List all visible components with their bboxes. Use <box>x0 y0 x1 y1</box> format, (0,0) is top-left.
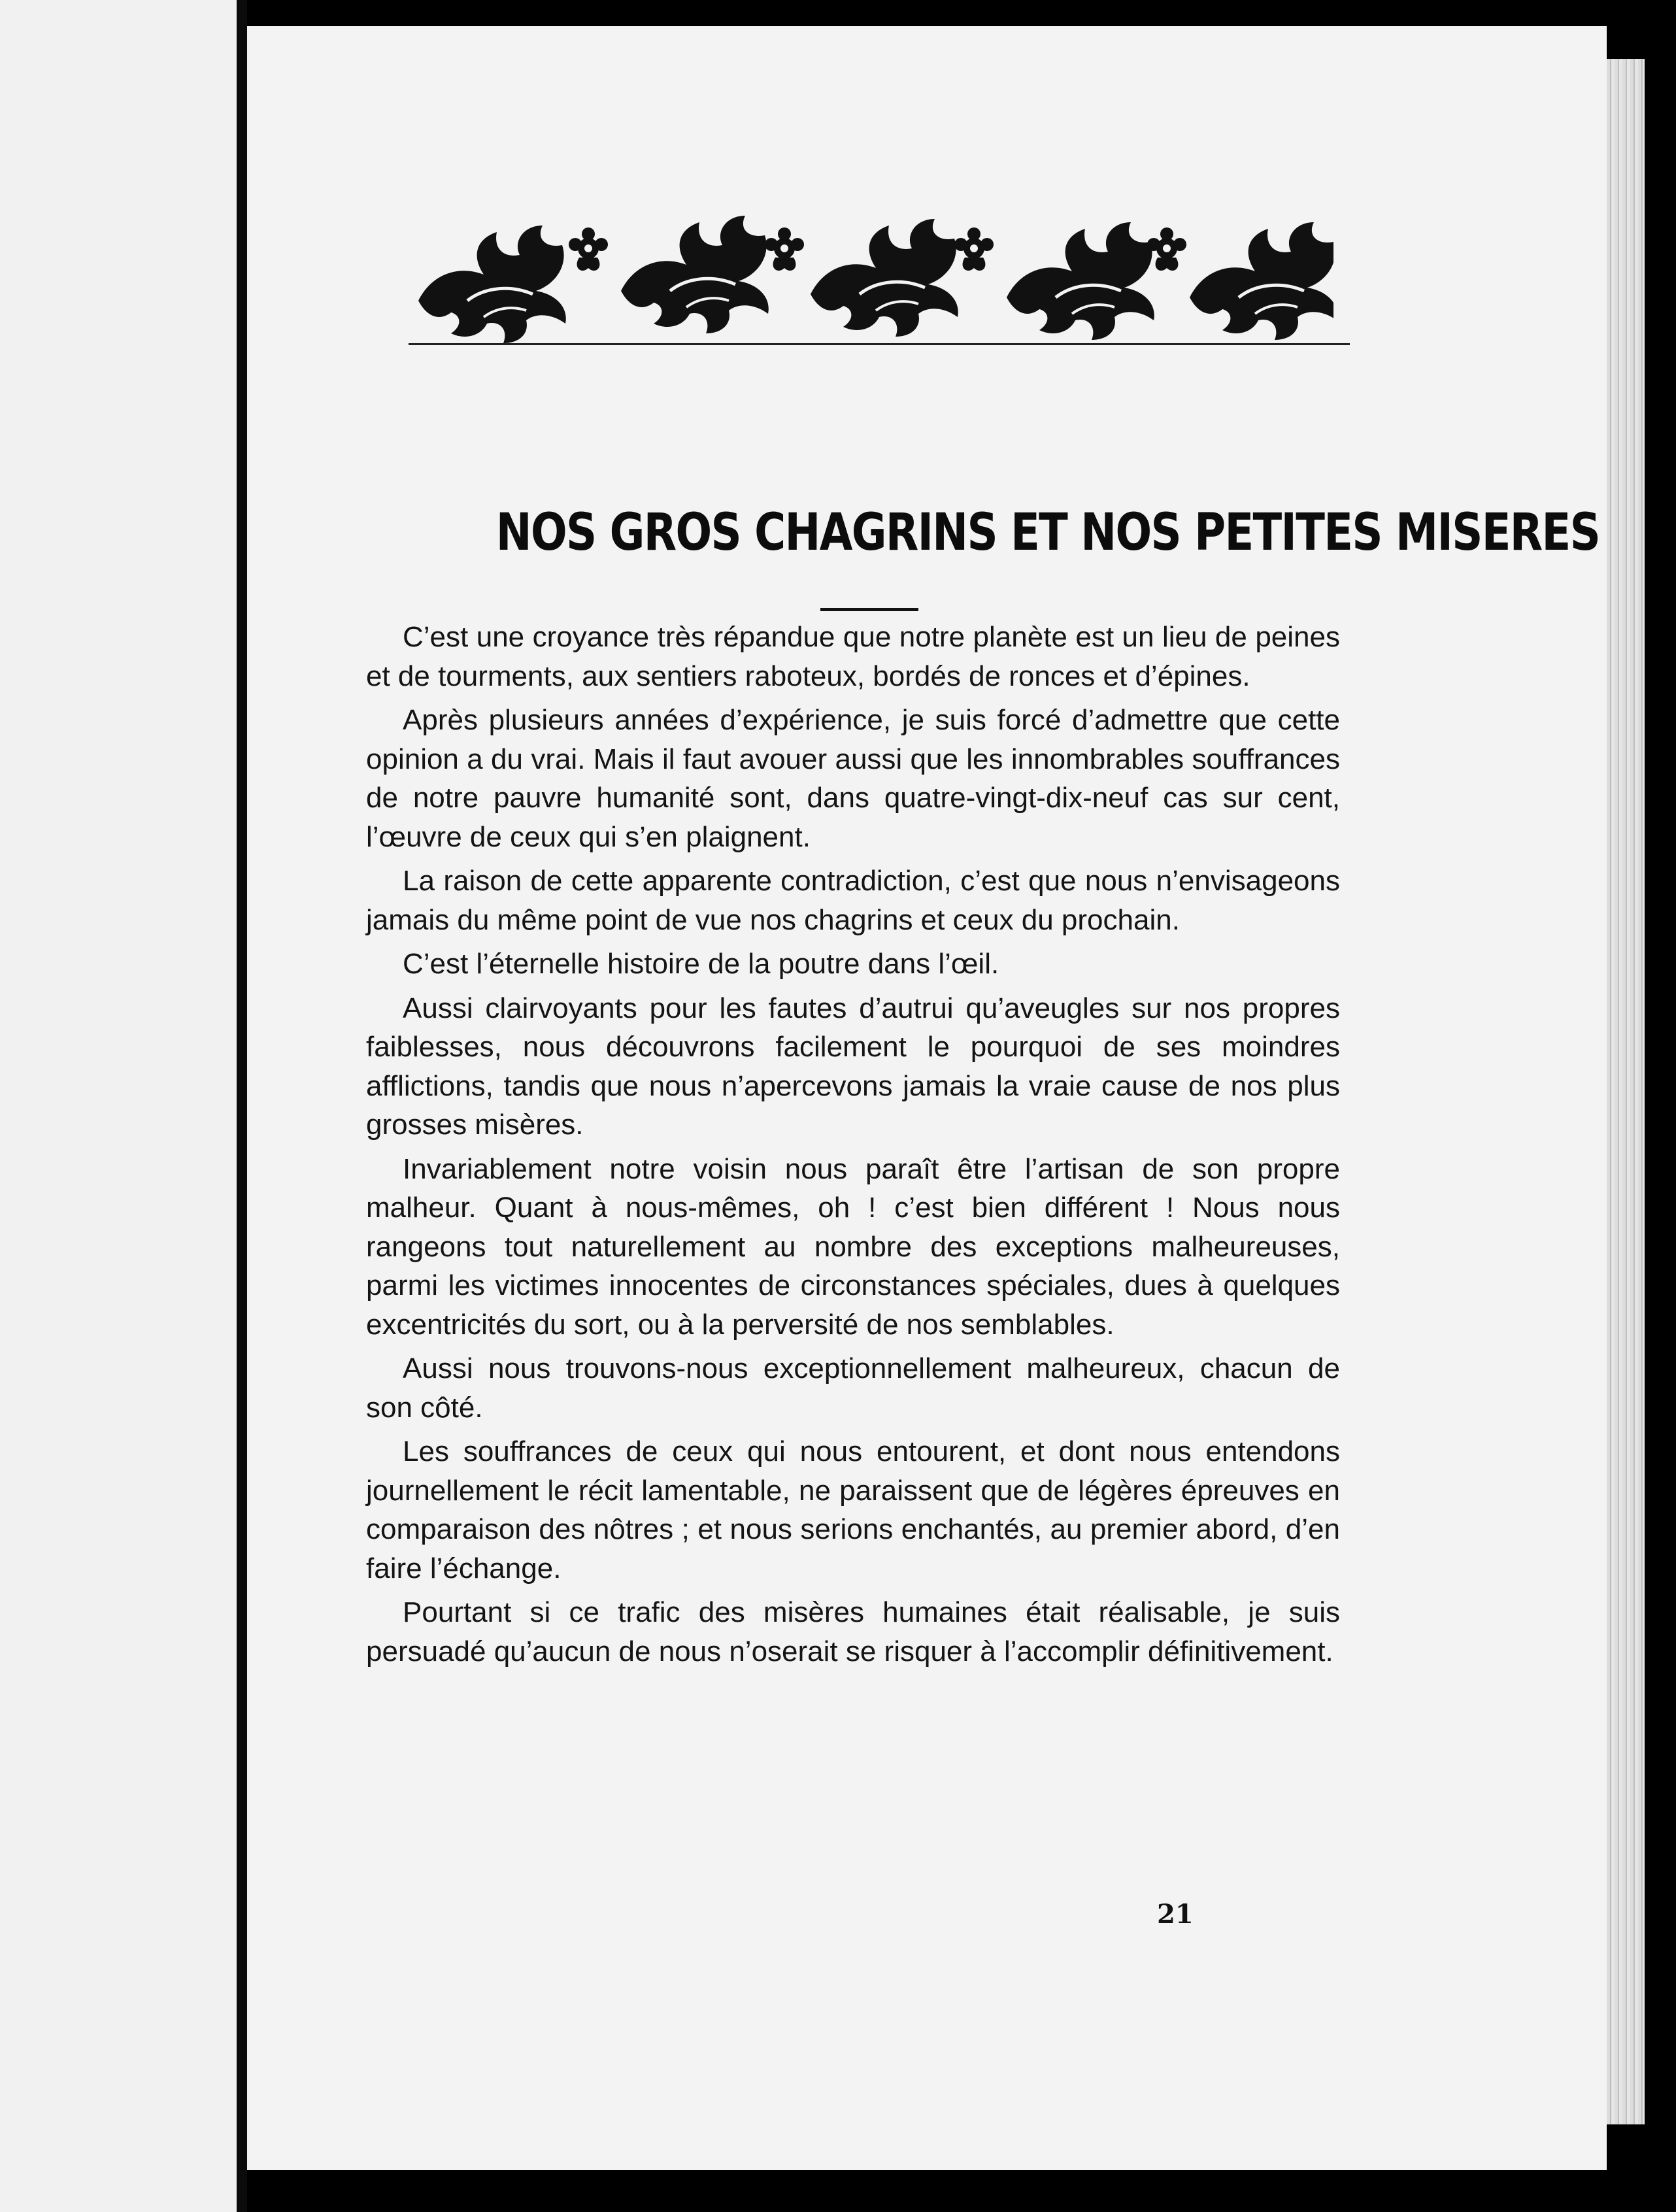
paragraph: C’est une croyance très répandue que notre planète est un lieu de peines et de tourments, aux sentiers raboteux, bordés de ronces et d’épines. <box>366 621 1340 692</box>
ornament-underline <box>409 343 1350 345</box>
book-gutter <box>237 0 247 2212</box>
paragraph: C’est l’éternelle histoire de la poutre dans l’œil. <box>403 948 999 980</box>
paragraph: Pourtant si ce trafic des misères humaines était réalisable, je suis persuadé qu’aucun de nous n’oserait se risquer à l’accomplir définitivement. <box>366 1596 1340 1667</box>
chapter-body <box>366 618 1340 1676</box>
paragraph: Aussi clairvoyants pour les fautes d’autrui qu’aveugles sur nos propres faiblesses, nous découvrons facilement le pourquoi de ses moindres afflictions, tandis que nous n’apercevons jamais la vraie cause de nos plus grosses misères. <box>366 992 1340 1141</box>
chapter-title: NOS GROS CHAGRINS ET NOS PETITES MISERES <box>495 503 1600 562</box>
page-number: 21 <box>1157 1899 1194 1930</box>
title-divider <box>820 608 918 611</box>
paragraph: Après plusieurs années d’expérience, je suis forcé d’admettre que cette opinion a du vrai. Mais il faut avouer aussi que les innombrables souffrances de notre pauvre humanité sont, dans quatre-vingt-dix-neuf cas sur cent, l’œuvre de ceux qui s’en plaignent. <box>366 704 1340 853</box>
paragraph: Aussi nous trouvons-nous exceptionnellement malheureux, chacun de son côté. <box>366 1352 1340 1424</box>
floral-scroll-ornament-icon <box>405 203 1333 353</box>
paragraph: Invariablement notre voisin nous paraît être l’artisan de son propre malheur. Quant à nous-mêmes, oh ! c’est bien différent ! Nous nous rangeons tout naturellement au nombre des exceptions malheureuses, parmi les victimes innocentes de circonstances spéciales, dues à quelques excentricités du sort, ou à la perversité de nos semblables. <box>366 1152 1340 1341</box>
paragraph: Les souffrances de ceux qui nous entourent, et dont nous entendons journellement le récit lamentable, ne paraissent que de légères épreuves en comparaison des nôtres ; et nous serions enchantés, au premier abord, d’en faire l’échange. <box>366 1435 1340 1584</box>
left-page-edge <box>0 0 237 2212</box>
page-stack-edges <box>1607 59 1645 2124</box>
paragraph: La raison de cette apparente contradiction, c’est que nous n’envisageons jamais du même point de vue nos chagrins et ceux du prochain. <box>366 865 1340 936</box>
